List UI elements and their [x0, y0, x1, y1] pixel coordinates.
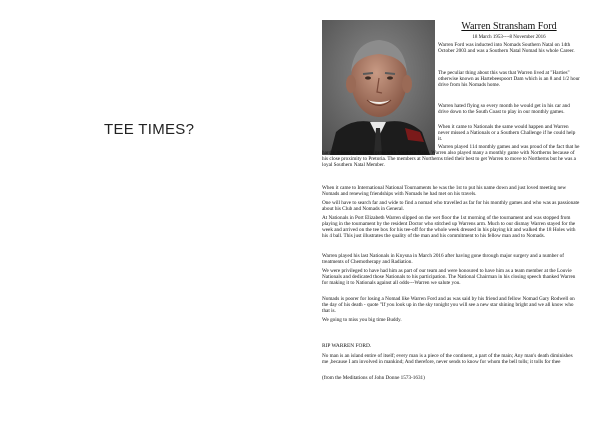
article-dates: 18 March 1953----8 November 2016	[472, 35, 546, 40]
side-paragraph: The peculiar thing about this was that Warren lived at "Harties" otherwise known as Hartebeespoort Dam which is an 8 and 1/2 hour drive from his Nomads home.	[438, 70, 580, 89]
portrait-photo	[322, 20, 435, 155]
article-paragraph: At Nationals in Port Elizabeth Warren slipped on the wet floor the 1st morning of the tournament and was stopped from playing in the tournament by the resident Doctor who stitched up Warrens arm. Much to our dismay Warren stayed for the week and arrived on the tee box for his tee-off for the whole week dressed in his playing kit and walked the 18 Holes with his 4 ball. This just illustrates the quality of the man and his commitment to his fellow man and to Nomads.	[322, 215, 576, 240]
article-paragraph: We going to miss you big time Buddy.	[322, 317, 402, 323]
page-left-title: TEE TIMES?	[104, 121, 195, 138]
article-paragraph: Warren played his last Nationals in Knysna in March 2016 after having gone through major surgery and a number of treatments of Chemotherapy and Radiation.	[322, 253, 564, 266]
article-paragraph: One will have to search far and wide to find a nomad who travelled as far for his monthly games and who was as passionate about his Club and Nomads in General.	[322, 200, 580, 213]
side-paragraph: When it came to Nationals the same would happen and Warren never missed a Nationals or a Southern Challenge if he could help it.	[438, 124, 576, 143]
article-paragraph: Warren played 114 monthly games and was proud of the fact that he hardly missed a monthly game with Southern Natal. Warren also played many a monthly game with Northerns because of his close proximity to Pretoria. The members at Northerns tried their best to get Warren to move to Northerns but he was a loyal Southern Natal Member.	[322, 144, 580, 169]
rip-line: RIP WARREN FORD.	[322, 343, 372, 349]
portrait-illustration	[322, 20, 435, 155]
side-paragraph: Warren Ford was inducted into Nomads Southern Natal on 14th October 2003 and was a Southern Natal Nomad his whole Career.	[438, 42, 575, 55]
article-heading: Warren Stransham Ford	[461, 21, 557, 32]
article-paragraph: We were privileged to have had him as part of our team and were honoured to have him as a team member at the Louvie Nationals and dedicated those Nationals to his participation. The National Chairman in his closing speech thanked Warren for making it to Nationals against all odds---Warren we salute you.	[322, 268, 576, 287]
quote-attribution: (from the Meditations of John Donne 1573-1631)	[322, 375, 425, 381]
side-paragraph: Warren hated flying so every month he would get in his car and drive down to the South Coast to play in our monthly games.	[438, 103, 570, 116]
article-paragraph: Nomads is poorer for losing a Nomad like Warren Ford and as was said by his friend and fellow Nomad Gary Rodwell on the day of his death - quote "If you look up in the sky tonight you will see a new star shining bright and we all know who that is.	[322, 296, 575, 315]
article-paragraph: When it came to International National Tournaments he was the 1st to put his name down and just loved meeting new Nomads and renewing friendships with Nomads he had met on his travels.	[322, 185, 567, 198]
donne-quote: No man is an island entire of itself; every man is a piece of the continent, a part of the main; Any man's death diminishes me ,because I am involved in mankind; And therefore, never sends to know for whom the bell tolls; it tolls for thee	[322, 353, 573, 366]
